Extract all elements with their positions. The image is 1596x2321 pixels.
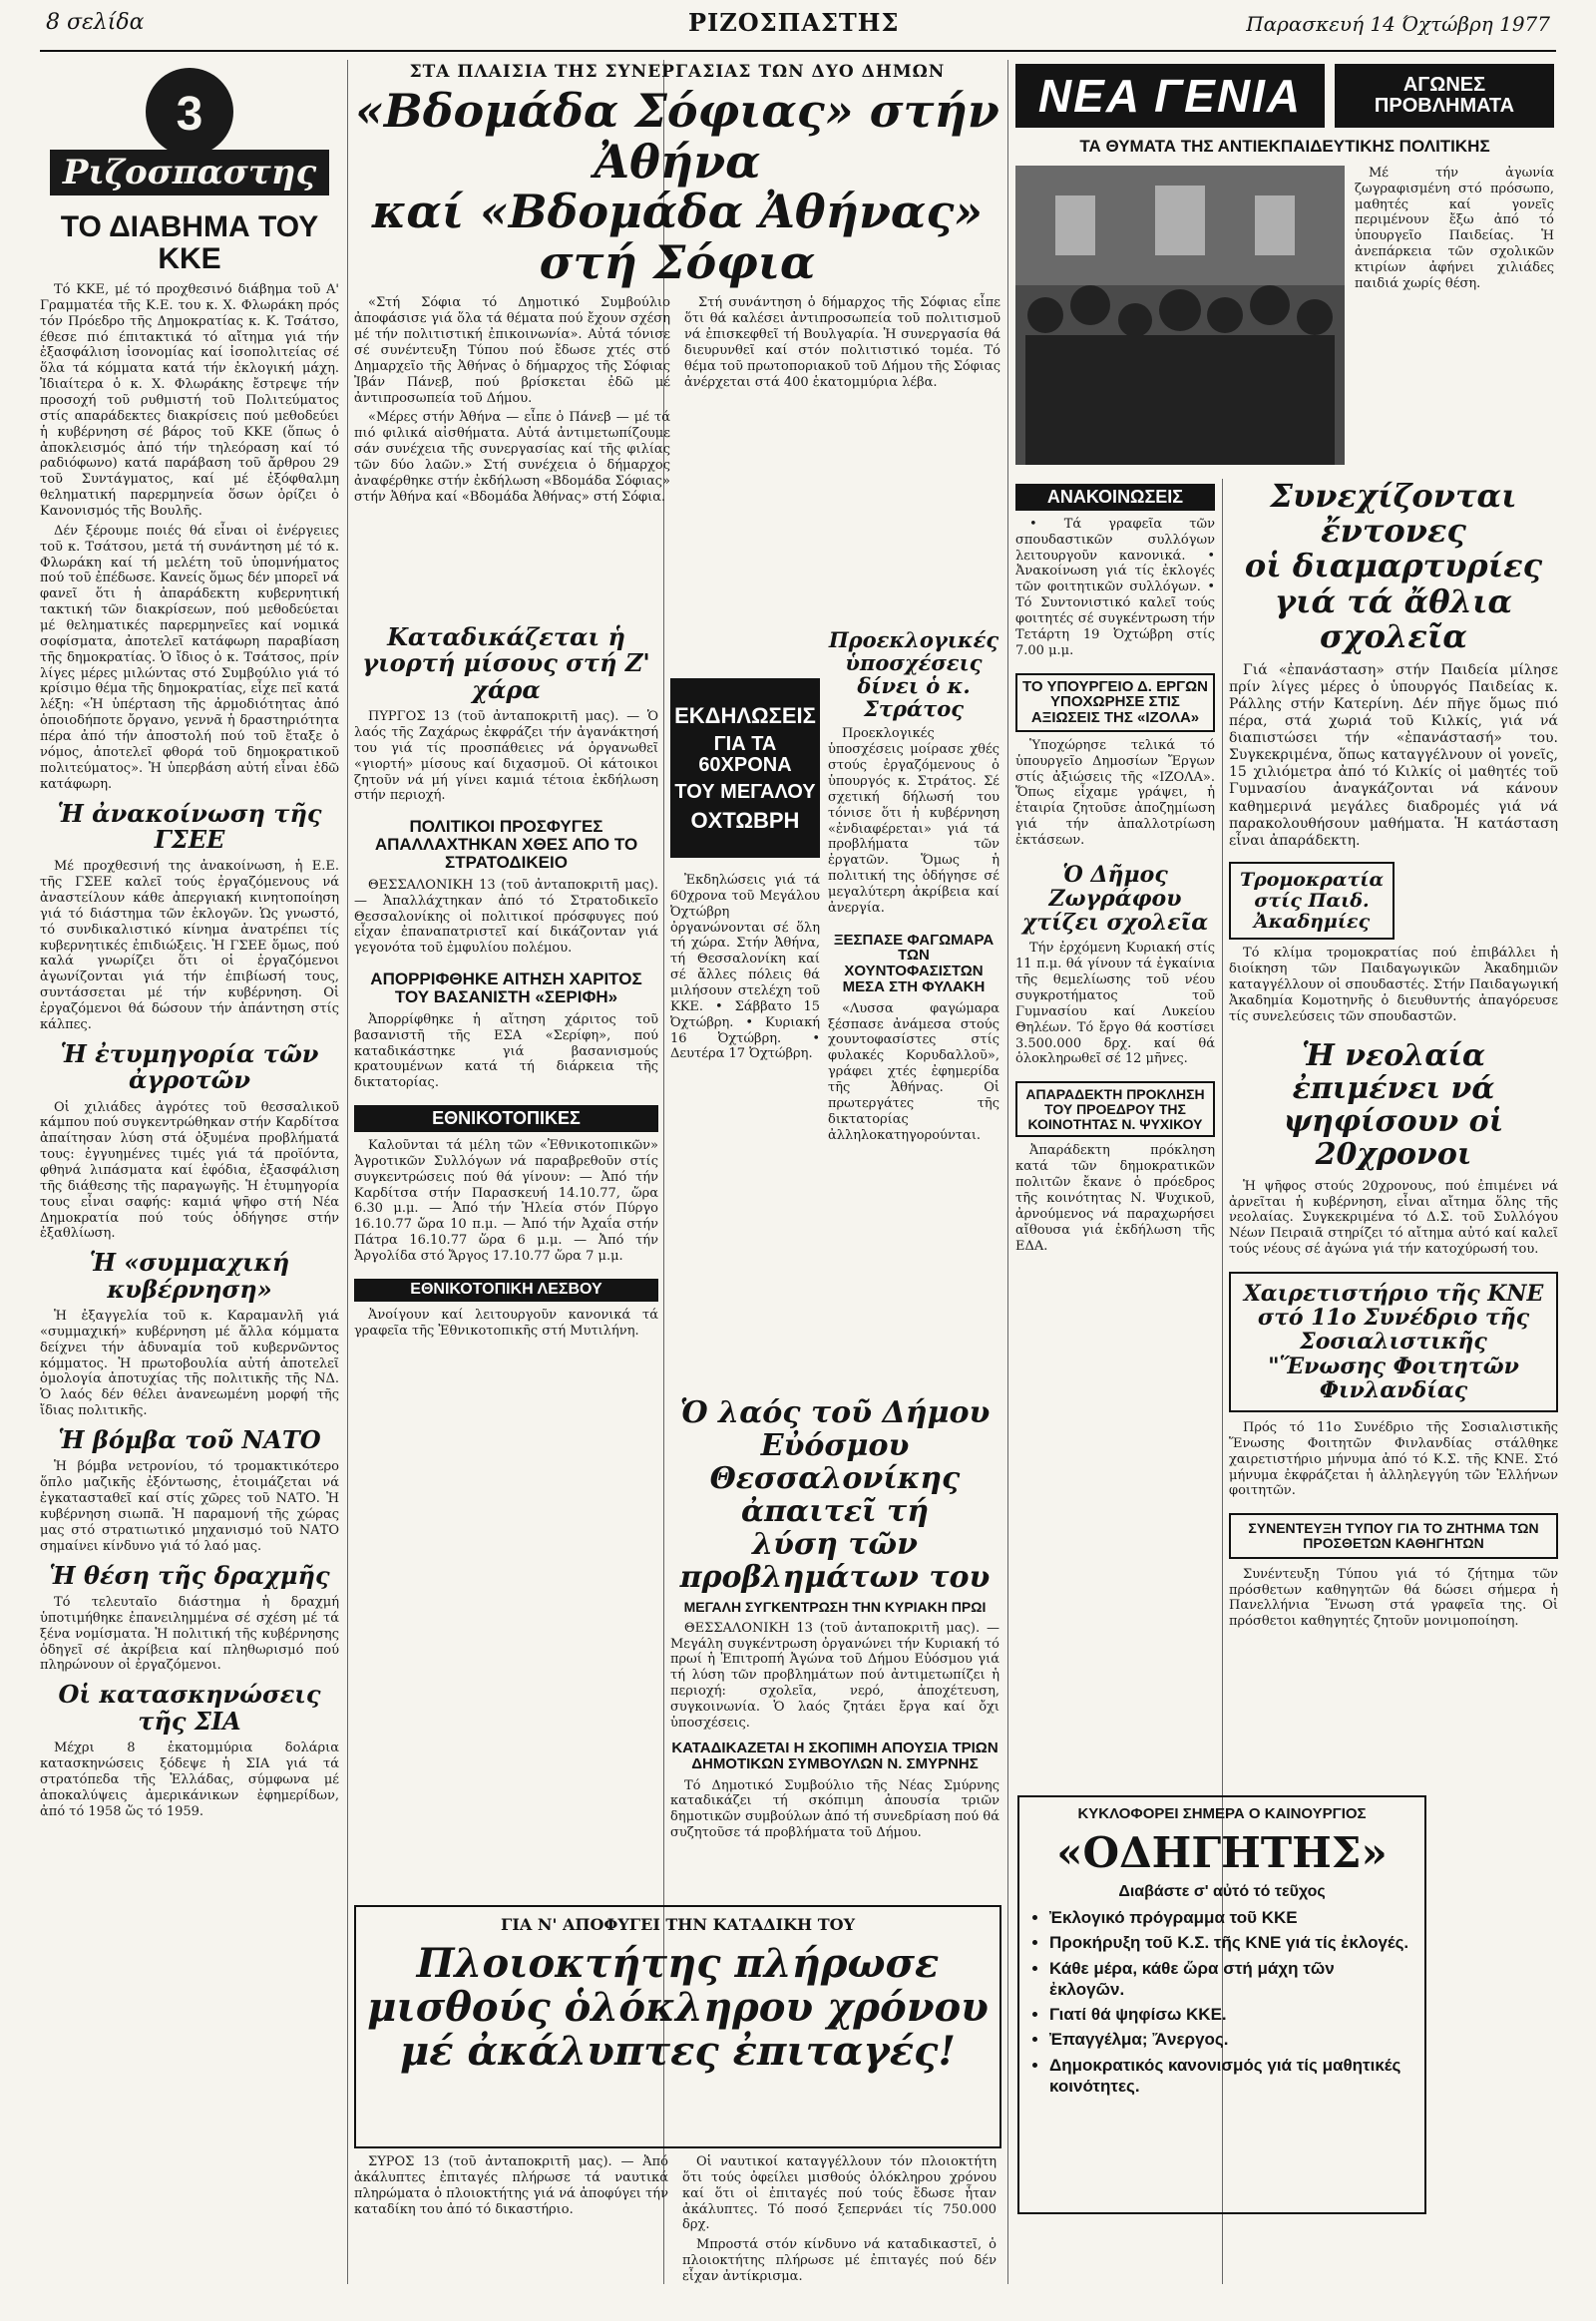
logo-title: Ριζοσπαστης [62, 153, 317, 193]
article-title-box [1015, 1081, 1215, 1137]
headline: λύση τῶν προβλημάτων του [679, 1527, 991, 1595]
rizospastis-logo [40, 62, 339, 201]
article-body: Προεκλογικές ὑποσχέσεις μοίρασε χθές στούς ἐργαζόμενους ὁ ὑπουργός κ. Στράτος. Σέ σχετική δήλωσή του τόνισε ὅτι ἡ κυβέρνηση «ἐνδιαφέρεται» γιά τά προβλήματα τῶν ἐργατῶν. Ὅμως ἡ πολιτική της ὁδήγησε σέ μεγαλύτερη ἀκρίβεια καί ἀνεργία. [828, 726, 999, 916]
headline: καί «Βδομάδα Ἀθήνας» στή Σόφια [371, 185, 984, 289]
anniversary-body: Ἐκδηλώσεις γιά τά 60χρονα τοῦ Μεγάλου Ὀχτώβρη ὀργανώνονται σέ ὅλη τή χώρα. Στήν Ἀθήνα, τή Θεσσαλονίκη καί σέ ἄλλες πόλεις θά μιλήσουν στελέχη τοῦ ΚΚΕ. • Σάββατο 15 Ὀχτώβρη. • Κυριακή 16 Ὀχτώβρη. • Δευτέρα 17 Ὀχτώβρη. [670, 873, 820, 1062]
column-divider [1007, 60, 1008, 2284]
box-line: ΟΧΤΩΒΡΗ [690, 807, 800, 833]
box-line: ΤΟΥ ΜΕΓΑΛΟΥ [674, 780, 816, 803]
header-rule [40, 50, 1556, 52]
article-title-box [1015, 673, 1215, 732]
article-title: ΠΟΛΙΤΙΚΟΙ ΠΡΟΣΦΥΓΕΣ ΑΠΑΛΛΑΧΤΗΚΑΝ ΧΘΕΣ ΑΠΟ ΤΟ ΣΤΡΑΤΟΔΙΚΕΙΟ [374, 817, 638, 873]
article-body: Τό Δημοτικό Συμβούλιο τῆς Νέας Σμύρνης καταδικάζει τή σκόπιμη ἀπουσία τριῶν δημοτικῶν συμβούλων ἀπό τή συνεδρίαση πού θά συζητοῦσε τά προβλήματα τοῦ Δήμου. [670, 1777, 999, 1841]
photo-row [1015, 166, 1554, 465]
shipowner-banner [354, 1905, 1001, 2148]
article-body: Τό κλίμα τρομοκρατίας πού ἐπιβάλλει ἡ διοίκηση τῶν Παιδαγωγικῶν Ἀκαδημιῶν καταγγέλλουν οἱ σπουδαστές. Στήν Παιδαγωγική Ἀκαδημία Κομοτηνῆς ὁ διευθυντής ἀπαγόρευσε τίς συνελεύσεις τῶν σπουδαστῶν. [1229, 946, 1558, 1024]
section-body: Οἱ χιλιάδες ἀγρότες τοῦ θεσσαλικοῦ κάμπου πού συγκεντρώθηκαν στήν Καρδίτσα ἀπαίτησαν λύση στά ὀξυμένα προβλήματά τους: ἐγγυημένες τιμές γιά τά προϊόντα, φθηνά λιπάσματα καί ἐφόδια, ἐξασφάλιση τῆς διάθεσης τῆς παραγωγῆς. Ἡ ἐτυμηγορία τους εἶναι σαφής: καμιά ψῆφο στή Νέα Δημοκρατία πού τούς ὁδήγησε στήν ἐξαθλίωση. [40, 1099, 339, 1242]
nea-genia-section [1015, 64, 1554, 473]
announcements-body: • Τά γραφεῖα τῶν σπουδαστικῶν συλλόγων λειτουργοῦν κανονικά. • Ἀνακοίνωση γιά τίς ἐκλογές τῶν φοιτητικῶν συλλόγων. • Τό Συντονιστικό καλεῖ τούς φοιτητές σέ συγκέντρωση τήν Τετάρτη 19 Ὀχτώβρη στίς 7.00 μ.μ. [1015, 516, 1215, 658]
article-title: ΞΕΣΠΑΣΕ ΦΑΓΩΜΑΡΑ ΤΩΝ ΧΟΥΝΤΟΦΑΣΙΣΤΩΝ ΜΕΣΑ ΣΤΗ ΦΥΛΑΚΗ [833, 931, 995, 995]
article-title: ΤΟ ΔΙΑΒΗΜΑ ΤΟΥ ΚΚΕ [60, 210, 319, 275]
masthead: ΡΙΖΟΣΠΑΣΤΗΣ [688, 8, 900, 37]
article-title: Τρομοκρατία στίς Παιδ. Ἀκαδημίες [1239, 868, 1385, 933]
box-line: ΓΙΑ ΤΑ 60ΧΡΟΝΑ [698, 732, 792, 776]
section-body: Τό τελευταῖο διάστημα ἡ δραχμή ὑποτιμήθηκε ἐπανειλημμένα σέ σχέση μέ τά ξένα νομίσματα. Ἡ πολιτική τῆς κυβέρνησης ὁδηγεῖ σέ ἀκρίβεια καί πληθωρισμό πού πληρώνουν οἱ ἐργαζόμενοι. [40, 1594, 339, 1674]
article-body: Καλοῦνται τά μέλη τῶν «Ἐθνικοτοπικῶν» Ἀγροτικῶν Συλλόγων νά παραβρεθοῦν στίς συγκεντρώσεις πού θά γίνουν: — Ἀπό τήν Καρδίτσα στήν Παρασκευή 14.10.77, ὥρα 6.30 μ.μ. — Ἀπό τήν Ἠλεία στόν Πύργο 16.10.77 ὥρα 10 π.μ. — Ἀπό τήν Ἀχαΐα στήν Πάτρα 16.10.77 ὥρα 6 μ.μ. — Ἀπό τήν Ἀργολίδα στό Ἄργος 17.10.77 ὥρα 7 μ.μ. [354, 1138, 658, 1265]
ad-contents-item: • Ἐκλογικό πρόγραμμα τοῦ ΚΚΕ [1049, 1907, 1412, 1928]
headline: Συνεχίζονται ἔντονες [1270, 479, 1517, 551]
article-columns [354, 295, 1000, 509]
article-title: Ὁ Δῆμος Ζωγράφου χτίζει σχολεῖα [1021, 861, 1209, 937]
ad-contents-item: • Δημοκρατικός κανονισμός γιά τίς μαθητικές κοινότητες. [1049, 2055, 1412, 2098]
headline: Ὁ λαός τοῦ Δήμου Εὐόσμου [679, 1396, 991, 1463]
ad-title: «ΟΔΗΓΗΤΗΣ» [1056, 1828, 1388, 1877]
column-divider [347, 60, 348, 2284]
article-body: Οἱ ναυτικοί καταγγέλλουν τόν πλοιοκτήτη ὅτι τούς ὀφείλει μισθούς ὁλόκληρου χρόνου καί ὅτι οἱ ἐπιταγές πού τούς ἔδωσε ἦταν ἀκάλυπτες. Τό ποσό ξεπερνάει τίς 750.000 δρχ. Μπροστά στόν κίνδυνο νά καταδικαστεῖ, ὁ πλοιοκτήτης πλήρωσε μέ ἐπιταγές πού δέν εἶχαν ἀντίκρισμα. [682, 2154, 997, 2285]
headline: γιά τά ἄθλια σχολεῖα [1274, 581, 1513, 655]
article-title: ΣΥΝΕΝΤΕΥΞΗ ΤΥΠΟΥ ΓΙΑ ΤΟ ΖΗΤΗΜΑ ΤΩΝ ΠΡΟΣΘΕΤΩΝ ΚΑΘΗΓΗΤΩΝ [1248, 1520, 1539, 1551]
announcements-header: ΑΝΑΚΟΙΝΩΣΕΙΣ [1015, 484, 1215, 511]
section-subhead: Ἡ «συμμαχική κυβέρνηση» [89, 1248, 290, 1304]
article-body: ΠΥΡΓΟΣ 13 (τοῦ ἀνταποκριτῆ μας). — Ὁ λαός τῆς Ζαχάρως ἐκφράζει τήν ἀγανάκτησή του γιά τίς προσπάθειες νά ὀργανωθεῖ «γιορτή» μίσους καί διχασμοῦ. Οἱ κάτοικοι ζητοῦν νά μή γίνει καμιά τέτοια ἐκδήλωση στήν περιοχή. [354, 709, 658, 804]
section-body: Ἡ βόμβα νετρονίου, τό τρομακτικότερο ὅπλο μαζικῆς ἐξόντωσης, ἐτοιμάζεται νά ἐγκατασταθεῖ καί στίς χῶρες τοῦ ΝΑΤΟ. Ἡ κυβέρνηση σιωπᾶ. Ἡ παραμονή τῆς χώρας μας στό στρατιωτικό μηχανισμό τοῦ ΝΑΤΟ σημαίνει κίνδυνο γιά τό λαό μας. [40, 1459, 339, 1554]
article-title: ΤΟ ΥΠΟΥΡΓΕΙΟ Δ. ΕΡΓΩΝ ΥΠΟΧΩΡΗΣΕ ΣΤΙΣ ΑΞΙΩΣΕΙΣ ΤΗΣ «ΙΖΟΛΑ» [1021, 677, 1209, 727]
article-body: «Λυσσα φαγώμαρα ξέσπασε ἀνάμεσα στούς χουντοφασίστες στίς φυλακές Κορυδαλλοῦ», γράφει χτές ἐφημερίδα τῆς Ἀθήνας. Οἱ πρωτεργάτες τῆς δικτατορίας ἀλληλοκατηγορούνται. [828, 1000, 999, 1143]
shipowner-body [354, 2154, 998, 2294]
subheadline: ΜΕΓΑΛΗ ΣΥΓΚΕΝΤΡΩΣΗ ΤΗΝ ΚΥΡΙΑΚΗ ΠΡΩΙ [683, 1599, 987, 1615]
article-body: Ἀπαράδεκτη πρόκληση κατά τῶν δημοκρατικῶν πολιτῶν ἔκανε ὁ πρόεδρος τῆς κοινότητας Ν. Ψυχικοῦ, ἀρνούμενος νά παραχωρήσει αἴθουσα γιά ἐκδήλωση τῆς ΕΔΑ. [1015, 1143, 1215, 1254]
article-columns [354, 2154, 998, 2289]
section-subhead: Ἡ θέση τῆς δραχμῆς [49, 1560, 330, 1590]
photo-text: Μέ τήν ἀγωνία ζωγραφισμένη στό πρόσωπο, μαθητές καί γονεῖς περιμένουν ἔξω ἀπό τό ὑπουργεῖο Παιδείας. Ἡ ἀνεπάρκεια τῶν σχολικῶν κτιρίων ἀφήνει χιλιάδες παιδιά χωρίς θέση. [1355, 165, 1554, 291]
issue-date: Παρασκευή 14 Όχτώβρη 1977 [1246, 12, 1550, 36]
column-3 [828, 628, 999, 1386]
ad-contents-item: • Γιατί θά ψηφίσω ΚΚΕ. [1049, 2004, 1412, 2025]
section-banner: ΕΘΝΙΚΟΤΟΠΙΚΗ ΛΕΣΒΟΥ [354, 1279, 658, 1302]
article-body: ΣΥΡΟΣ 13 (τοῦ ἀνταποκριτῆ μας). — Ἀπό ἀκάλυπτες ἐπιταγές πλήρωσε τά ναυτικά πληρώματα ὁ πλοιοκτήτης γιά νά ἀποφύγει τήν καταδίκη του ἀπό τό δικαστήριο. [354, 2154, 668, 2217]
article-body: Στή συνάντηση ὁ δήμαρχος τῆς Σόφιας εἶπε ὅτι θά καλέσει ἀντιπροσωπεία τοῦ πολιτισμοῦ νά ἐπισκεφθεῖ τή Βουλγαρία. Ἡ συνεργασία θά διευρυνθεῖ καί στόν πολιτιστικό τομέα. Τό θέμα τοῦ πρωτοποριακοῦ τοῦ Δήμου τῆς Σόφιας ἀνέρχεται στά 400 ἑκατομμύρια λέβα. [684, 295, 1000, 390]
page-number: 8 σελίδα [46, 10, 145, 35]
kicker: ΣΤΑ ΠΛΑΙΣΙΑ ΤΗΣ ΣΥΝΕΡΓΑΣΙΑΣ ΤΩΝ ΔΥΟ ΔΗΜΩΝ [409, 62, 946, 82]
headline: Ἡ νεολαία ἐπιμένει νά ψηφίσουν οἱ 20χρονοι [1283, 1037, 1504, 1172]
article-body: Ἡ ψῆφος στούς 20χρονους, πού ἐπιμένει νά ἀρνεῖται ἡ κυβέρνηση, εἶναι αἴτημα ὅλης τῆς νεολαίας. Συγκεκριμένα τό Δ.Σ. τοῦ Συλλόγου Νέων Πειραιᾶ στηρίζει τό αἴτημα αὐτό καί καλεῖ τούς νέους σέ ἀγώνα γιά τήν κατοχύρωσή του. [1229, 1178, 1558, 1258]
headline: μέ ἀκάλυπτες ἐπιταγές! [400, 2028, 956, 2075]
section-body: Ἡ ἐξαγγελία τοῦ κ. Καραμανλῆ γιά «συμμαχική» κυβέρνηση μέ ἄλλα κόμματα δείχνει τήν ἀδυναμία τοῦ κυβερνῶντος κόμματος. Ἡ πρωτοβουλία αὐτή ἀποτελεῖ ὁμολογία ἀποτυχίας τῆς πολιτικῆς τῆς ΝΔ. Ὁ λαός δέν θέλει ἀνανεωμένη μορφή τῆς ἴδιας πολιτικῆς. [40, 1309, 339, 1419]
october-anniversary-box [670, 678, 820, 858]
ad-subtitle: Διαβάστε σ' αὐτό τό τεῦχος [1118, 1883, 1326, 1900]
headline: μισθούς ὁλόκληρου χρόνου [367, 1984, 989, 2031]
section-subhead: Ἡ ἀνακοίνωση τῆς ΓΣΕΕ [57, 798, 322, 854]
article-body: Τό ΚΚΕ, μέ τό προχθεσινό διάβημα τοῦ Α' Γραμματέα τῆς Κ.Ε. του κ. Χ. Φλωράκη πρός τόν Πρόεδρο τῆς Δημοκρατίας κ. Κ. Τσάτσο, έθεσε πιό έπιτακτικά τό αἴτημα γιά τήν ἐξασφάλιση ἰσονομίας καί ἰσοπολιτείας σέ ὅλα τά κόμματα κατά τήν ἐκλογική μάχη. Ἰδιαίτερα ὁ κ. Χ. Φλωράκης ἔστρεψε τήν προσοχή τοῦ ρυθμιστή τοῦ Πολιτεύματος στίς απαράδεκτες διακρίσεις πού μεθοδεύει ἡ κυβέρνηση σέ βάρος τοῦ ΚΚΕ (ὅπως ὁ ἀποκλεισμός ἀπό τήν τηλεόραση καί τό ραδιόφωνο) κατά παράβαση τοῦ ἄρθρου 29 τοῦ Συντάγματος, καί μέ ἐξόφθαλμη θεληματική παρερμηνεία ὅσων ὁρίζει ὁ Κανονισμός τῆς Βουλῆς. Δέν ξέρουμε ποιές θά εἶναι οἱ ἐνέργειες τοῦ κ. Τσάτσου, μετά τή συνάντηση μέ τό κ. Φλωράκη καί τή μελέτη τοῦ ὑπομνήματος πού τοῦ ἐπέδωσε. Κανείς ὅμως δέν μπορεῖ νά φανεῖ ὅτι ἡ ἀπαράδεκτη κυβερνητική τακτική τῶν διακρίσεων, πού μεθοδεύεται μέ θεληματικές παρερμηνεῖες καί νομικά σοφίσματα, ἀποτελεῖ κατάφωρη παραβίαση τῆς δημοκρατίας. Ὁ ἴδιος ὁ κ. Τσάτσος, πρίν λίγες μέρες μιλώντας στό Συμβούλιο γιά τό κρίσιμο θέμα τῆς δημοκρατίας, εἶχε πεῖ κατά λέξη: «Ἡ ὑπέρταση τῆς ἀρμοδιότητας ἀπό ὁποιοδήποτε ὄργανο, γεννᾶ ἡ δραστηριότητα πέρα ἀπό τήν ἀποστολή πού τοῦ ἔταξε ὁ νόμος, ἀποτελεῖ φθορά τοῦ δημοκρατικοῦ πολιτεύματος». Ἡ ὑπερβάση αὐτή εἶναι ἐδῶ κατάφωρη. [40, 282, 339, 792]
headline: Πλοιοκτήτης πλήρωσε [416, 1940, 940, 1987]
article-body: Γιά «ἐπανάσταση» στήν Παιδεία μίλησε πρίν λίγες μέρες ὁ ὑπουργός Παιδείας κ. Ράλλης στήν Κατερίνη. Δέν πῆγε ὅμως πιό πέρα, στά χωριά τοῦ Κιλκίς, γιά νά διαπιστώσει τήν «ἐπανάστασή» του. Συγκεκριμένα, ὅπως καταγγέλνουν οἱ γονεῖς, 15 χιλιόμετρα ἀπό τό Κιλκίς οἱ μαθητές τοῦ Γυμνασίου ἀναγκάζονται νά κάνουν καθημερινά μεγάλες διαδρομές γιά νά παρακολουθήσουν μαθήματα. Ἡ κατάσταση εἶναι ἀπαράδεκτη. [1229, 661, 1558, 849]
section-body: Μέ προχθεσινή της ἀνακοίνωση, ἡ Ε.Ε. τῆς ΓΣΕΕ καλεῖ τούς ἐργαζόμενους νά ἀναστείλουν κάθε ἀπεργιακή κινητοποίηση γιά τό διάστημα τῶν ἐκλογῶν. Ὡς γνωστό, τό συνδικαλιστικό κίνημα ἀνατρέπει τίς κυβερνητικές ἐπιδιώξεις. Ἡ ΓΣΕΕ ὅμως, πού καλά γνωρίζει ὅτι οἱ ἐργαζόμενοι ἀγωνίζονται γιά τήν ἐπιβίωσή τους, συντάσσεται μέ τήν κυβέρνηση. Οἱ ἐργαζόμενοι θά δώσουν τήν ἀπάντηση στίς κάλπες. [40, 859, 339, 1032]
article-body: ΘΕΣΣΑΛΟΝΙΚΗ 13 (τοῦ ἀνταποκριτῆ μας). — Μεγάλη συγκέντρωση ὀργανώνει τήν Κυριακή τό πρωί ἡ Ἐπιτροπή Ἀγώνα τοῦ Δήμου Εὐόσμου γιά τή λύση τῶν προβλημάτων πού ἀντιμετωπίζει ἡ περιοχή: σχολεῖα, νερό, ἀποχέτευση, συγκοινωνία. Ὁ λαός ζητάει ἔργα καί ὄχι ὑποσχέσεις. [670, 1620, 999, 1731]
article-title: ΑΠΟΡΡΙΦΘΗΚΕ ΑΙΤΗΣΗ ΧΑΡΙΤΟΣ ΤΟΥ ΒΑΣΑΝΙΣΤΗ «ΣΕΡΙΦΗ» [370, 969, 642, 1006]
kicker: ΓΙΑ Ν' ΑΠΟΦΥΓΕΙ ΤΗΝ ΚΑΤΑΔΙΚΗ ΤΟΥ [501, 1915, 855, 1934]
article-body: Συνέντευξη Τύπου γιά τό ζήτημα τῶν πρόσθετων καθηγητῶν θά δώσει σήμερα ἡ Πανελλήνια Ἕνωση στά γραφεῖα της. Οἱ πρόσθετοι καθηγητές ζητοῦν μονιμοποίηση. [1229, 1566, 1558, 1630]
section-banner: ΕΘΝΙΚΟΤΟΠΙΚΕΣ [354, 1105, 658, 1132]
article-title: ΚΑΤΑΔΙΚΑΖΕΤΑΙ Η ΣΚΟΠΙΜΗ ΑΠΟΥΣΙΑ ΤΡΙΩΝ ΔΗΜΟΤΙΚΩΝ ΣΥΜΒΟΥΛΩΝ Ν. ΣΜΥΡΝΗΣ [671, 1741, 998, 1772]
article-body: Πρός τό 11ο Συνέδριο τῆς Σοσιαλιστικῆς Ἕνωσης Φοιτητῶν Φινλανδίας στάλθηκε χαιρετιστήριο μήνυμα ἀπό τό Κ.Σ. τῆς ΚΝΕ. Στό μήνυμα ἐκφράζεται ἡ ἀλληλεγγύη τῶν Ἑλλήνων φοιτητῶν. [1229, 1420, 1558, 1499]
article-title: Καταδικάζεται ἡ γιορτή μίσους στή Ζ' χάρα [362, 622, 650, 704]
box-line: ΕΚΔΗΛΩΣΕΙΣ [674, 703, 816, 729]
article-title: ΑΠΑΡΑΔΕΚΤΗ ΠΡΟΚΛΗΣΗ ΤΟΥ ΠΡΟΕΔΡΟΥ ΤΗΣ ΚΟΙΝΟΤΗΤΑΣ Ν. ΨΥΧΙΚΟΥ [1025, 1086, 1205, 1132]
section-subhead: Ἡ ἐτυμηγορία τῶν ἀγροτῶν [60, 1038, 319, 1095]
article-body: Ἀνοίγουν καί λειτουργοῦν κανονικά τά γραφεῖα τῆς Ἐθνικοτοπικῆς στή Μυτιλήνη. [354, 1307, 658, 1339]
column-4 [1015, 484, 1215, 1780]
article-title-box [1229, 1272, 1558, 1412]
section-subhead: Οἱ κατασκηνώσεις τῆς ΣΙΑ [58, 1680, 321, 1736]
ad-contents-item: • Προκήρυξη τοῦ Κ.Σ. τῆς ΚΝΕ γιά τίς ἐκλογές. [1049, 1932, 1412, 1953]
ad-contents-item: • Κάθε μέρα, κάθε ὥρα στή μάχη τῶν ἐκλογῶν. [1049, 1958, 1412, 2001]
crowd-photo [1015, 166, 1345, 465]
article-body: «Στή Σόφια τό Δημοτικό Συμβούλιο ἀποφάσισε γιά ὅλα τά θέματα πού ἔχουν σχέση μέ τήν πολιτιστική ἐπικοινωνία». Αὐτά τόνισε σέ συνέντευξη Τύπου πού ἔδωσε χτές στό Δημαρχεῖο τῆς Ἀθήνας ὁ δήμαρχος τῆς Σόφιας Ἰβάν Πάνεβ, πού βρίσκεται ἐδῶ μέ ἀντιπροσωπεία τοῦ Δήμου. «Μέρες στήν Ἀθήνα — εἶπε ὁ Πάνεβ — μέ τά πιό φιλικά αἰσθήματα. Αὐτά ἀντιμετωπίζουμε σάν συνέχεια τῆς συνεργασίας καί τῆς φιλίας τῶν δύο λαῶν.» Στή συνέχεια ὁ δήμαρχος ἀναφέρθηκε στήν ἐκδήλωση «Βδομάδα Σόφιας» στήν Ἀθήνα καί «Βδομάδα Ἀθήνας» στή Σόφια. [354, 295, 670, 505]
headline: οἱ διαμαρτυρίες [1244, 547, 1543, 585]
section-strip [1015, 64, 1554, 128]
article-title: Προεκλογικές ὑποσχέσεις δίνει ὁ κ. Στράτος [828, 628, 999, 722]
evosmos-article [670, 1396, 999, 1736]
article-title-box [1229, 862, 1395, 941]
svg-text:3: 3 [176, 88, 203, 141]
photo-caption: ΤΑ ΘΥΜΑΤΑ ΤΗΣ ΑΝΤΙΕΚΠΑΙΔΕΥΤΙΚΗΣ ΠΟΛΙΤΙΚΗΣ [1079, 137, 1490, 156]
headline: Θεσσαλονίκης ἀπαιτεῖ τή [709, 1461, 961, 1529]
column-5 [1229, 479, 1558, 2274]
ad-contents-item: • Ἐπαγγέλμα; Ἄνεργος. [1049, 2029, 1412, 2050]
nea-smyrni-article [670, 1741, 999, 1900]
section-subhead: Ἡ βόμβα τοῦ ΝΑΤΟ [58, 1425, 321, 1455]
section-body: Μέχρι 8 ἑκατομμύρια δολάρια κατασκηνώσεις ξόδεψε ἡ ΣΙΑ γιά τά στρατόπεδα τῆς Ἑλλάδας, σύμφωνα μέ ἀποκαλύψεις ἀμερικάνικων ἐφημερίδων, ἀπό τό 1958 ὥς τό 1959. [40, 1741, 339, 1819]
article-body: Ἀπορρίφθηκε ἡ αἴτηση χάριτος τοῦ βασανιστῆ τῆς ΕΣΑ «Σερίφη», πού καταδικάστηκε γιά βασανισμούς κρατουμένων κατά τή διάρκεια τῆς δικτατορίας. [354, 1011, 658, 1091]
article-body: Ὑποχώρησε τελικά τό ὑπουργεῖο Δημοσίων Ἔργων στίς ἀξιώσεις τῆς «ΙΖΟΛΑ». Ὅπως εἶχαμε γράψει, ἡ ἑταιρία ζητοῦσε ἀποζημίωση γιά τήν ἀπαλλοτρίωση ἐκτάσεων. [1015, 737, 1215, 849]
article-title-box [1229, 1513, 1558, 1558]
article-body: ΘΕΣΣΑΛΟΝΙΚΗ 13 (τοῦ ἀνταποκριτῆ μας). — Ἀπαλλάχτηκαν ἀπό τό Στρατοδικεῖο Θεσσαλονίκης οἱ πολιτικοί πρόσφυγες πού εἶχαν ἐπαναπατριστεῖ καί δικάζονταν γιά γεγονότα τοῦ ἐμφυλίου πολέμου. [354, 877, 658, 957]
sofia-athens-article [354, 62, 1000, 620]
strip-title: ΝΕΑ ΓΕΝΙΑ [1015, 64, 1325, 128]
page-header [0, 0, 1596, 60]
headline: «Βδομάδα Σόφιας» στήν Ἀθήνα [355, 84, 999, 189]
ad-kicker: ΚΥΚΛΟΦΟΡΕΙ ΣΗΜΕΡΑ Ο ΚΑΙΝΟΥΡΓΙΟΣ [1077, 1805, 1367, 1822]
column-2 [354, 618, 658, 1745]
article-body: Τήν ἐρχόμενη Κυριακή στίς 11 π.μ. θά γίνουν τά ἐγκαίνια τῆς θεμελίωσης τοῦ νέου συγκροτήματος τοῦ Γυμνασίου καί Λυκείου Θηλέων. Τό ἔργο θά κοστίσει 3.500.000 δρχ. καί θά ὁλοκληρωθεῖ σέ 12 μῆνες. [1015, 941, 1215, 1067]
strip-subtitle: ΑΓΩΝΕΣ ΠΡΟΒΛΗΜΑΤΑ [1335, 64, 1554, 128]
column-1 [40, 62, 339, 2286]
article-title: Χαιρετιστήριο τῆς ΚΝΕ στό 11ο Συνέδριο τῆς Σοσιαλιστικῆς "Ἕνωσης Φοιτητῶν Φινλανδίας [1243, 1281, 1544, 1403]
